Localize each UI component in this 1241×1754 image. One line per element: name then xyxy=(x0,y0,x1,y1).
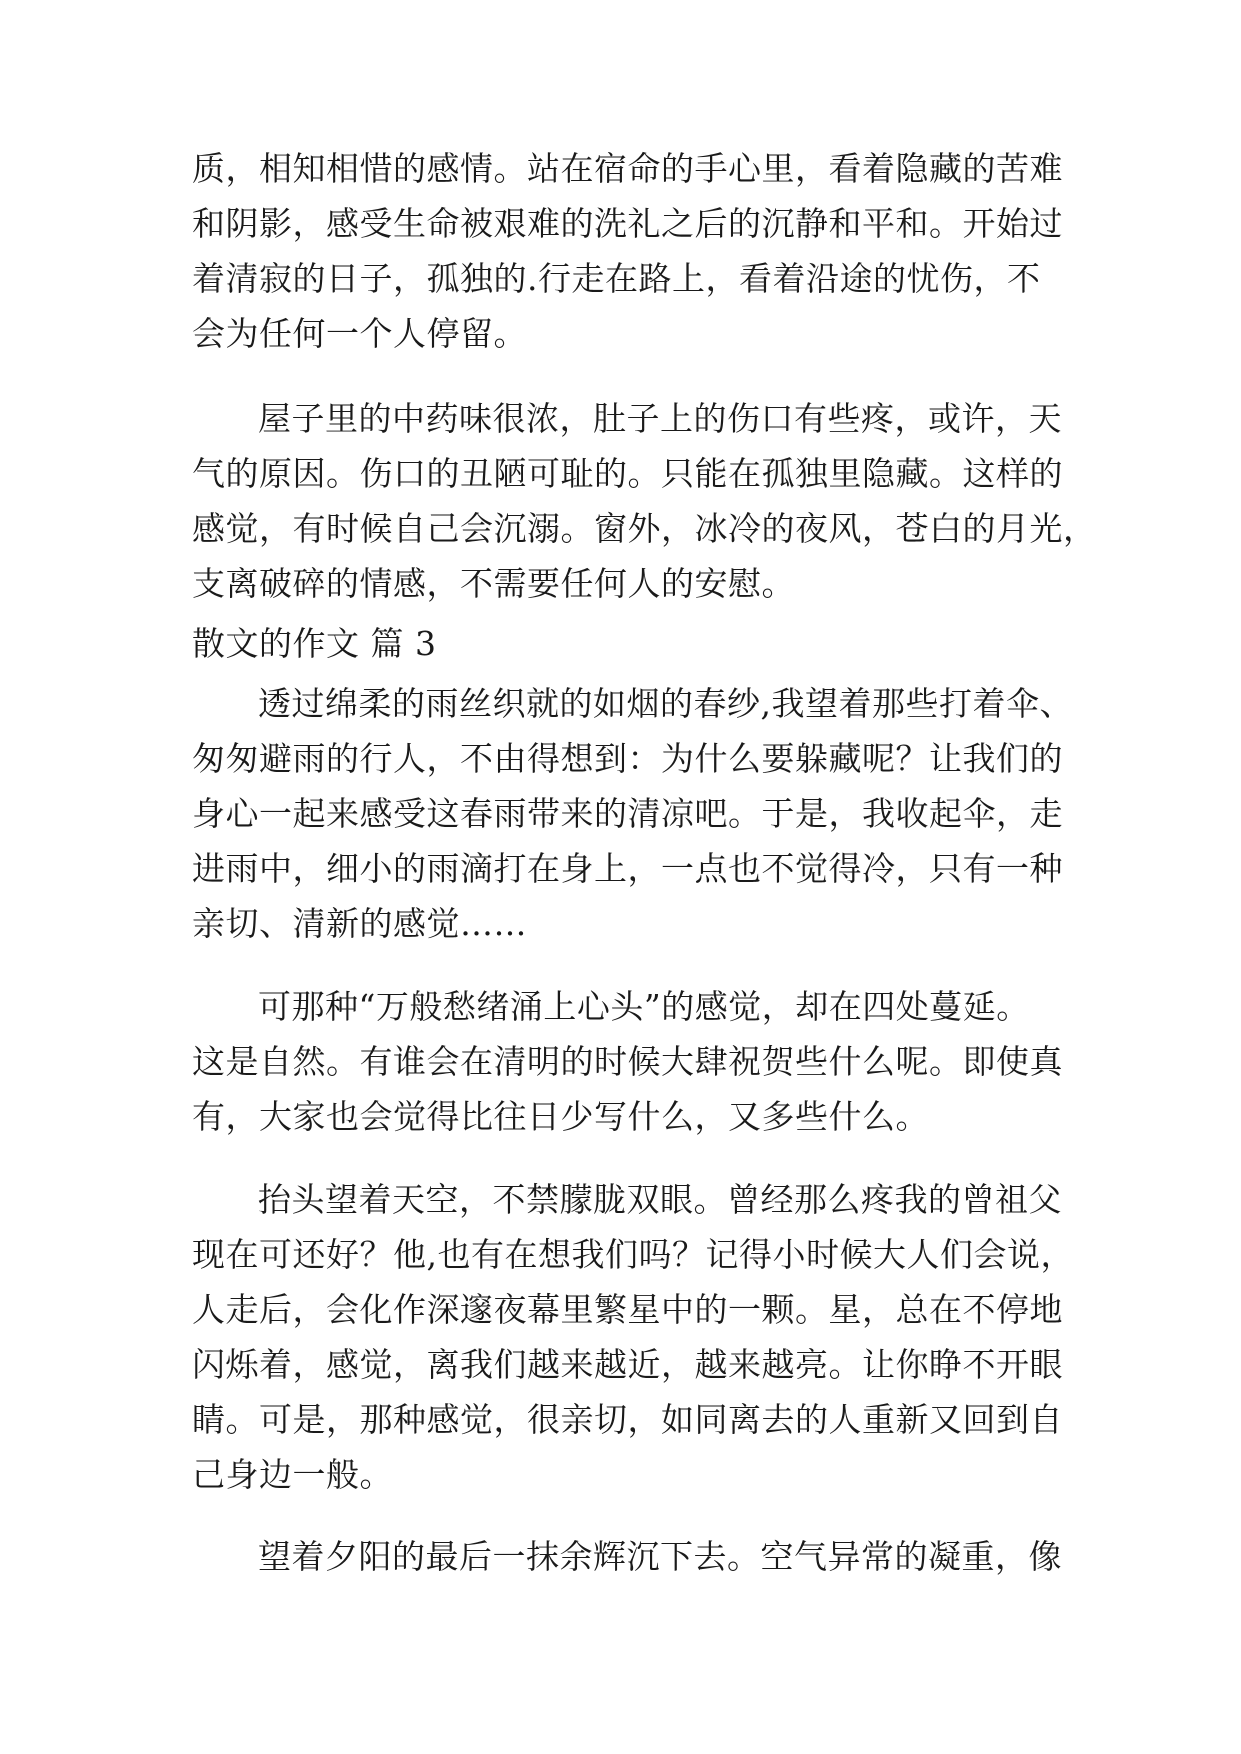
paragraph-6-line-1: 望着夕阳的最后一抹余辉沉下去。空气异常的凝重，像 xyxy=(258,1537,1062,1576)
paragraph-3-line-5: 亲切、清新的感觉…… xyxy=(192,904,527,943)
paragraph-5-line-2: 现在可还好？他,也有在想我们吗？记得小时候大人们会说， xyxy=(192,1235,1074,1274)
paragraph-2-line-4: 支离破碎的情感，不需要任何人的安慰。 xyxy=(192,564,795,603)
paragraph-5-line-6: 己身边一般。 xyxy=(192,1455,393,1494)
paragraph-4-line-3: 有，大家也会觉得比往日少写什么，又多些什么。 xyxy=(192,1097,929,1136)
paragraph-2-line-2: 气的原因。伤口的丑陋可耻的。只能在孤独里隐藏。这样的 xyxy=(192,454,1063,493)
paragraph-5-line-5: 睛。可是，那种感觉，很亲切，如同离去的人重新又回到自 xyxy=(192,1400,1063,1439)
paragraph-2-line-1: 屋子里的中药味很浓，肚子上的伤口有些疼，或许，天 xyxy=(258,399,1062,438)
paragraph-5-line-4: 闪烁着，感觉，离我们越来越近，越来越亮。让你睁不开眼 xyxy=(192,1345,1063,1384)
paragraph-3-line-1: 透过绵柔的雨丝织就的如烟的春纱,我望着那些打着伞、 xyxy=(258,684,1073,723)
section-heading: 散文的作文 篇 3 xyxy=(192,624,437,663)
paragraph-1-line-4: 会为任何一个人停留。 xyxy=(192,314,527,353)
paragraph-3-line-3: 身心一起来感受这春雨带来的清凉吧。于是，我收起伞，走 xyxy=(192,794,1063,833)
paragraph-3-line-2: 匆匆避雨的行人，不由得想到：为什么要躲藏呢？让我们的 xyxy=(192,739,1063,778)
paragraph-1-line-2: 和阴影，感受生命被艰难的洗礼之后的沉静和平和。开始过 xyxy=(192,204,1063,243)
paragraph-5-line-1: 抬头望着天空，不禁朦胧双眼。曾经那么疼我的曾祖父 xyxy=(258,1180,1062,1219)
paragraph-5-line-3: 人走后，会化作深邃夜幕里繁星中的一颗。星，总在不停地 xyxy=(192,1290,1063,1329)
paragraph-1-line-3: 着清寂的日子，孤独的.行走在路上，看着沿途的忧伤，不 xyxy=(192,259,1041,298)
paragraph-2-line-3: 感觉，有时候自己会沉溺。窗外，冰冷的夜风，苍白的月光， xyxy=(192,509,1097,548)
paragraph-3-line-4: 进雨中，细小的雨滴打在身上，一点也不觉得冷，只有一种 xyxy=(192,849,1063,888)
paragraph-4-line-1: 可那种“万般愁绪涌上心头”的感觉，却在四处蔓延。 xyxy=(258,987,1030,1026)
paragraph-4-line-2: 这是自然。有谁会在清明的时候大肆祝贺些什么呢。即使真 xyxy=(192,1042,1063,1081)
paragraph-1-line-1: 质，相知相惜的感情。站在宿命的手心里，看着隐藏的苦难 xyxy=(192,149,1063,188)
